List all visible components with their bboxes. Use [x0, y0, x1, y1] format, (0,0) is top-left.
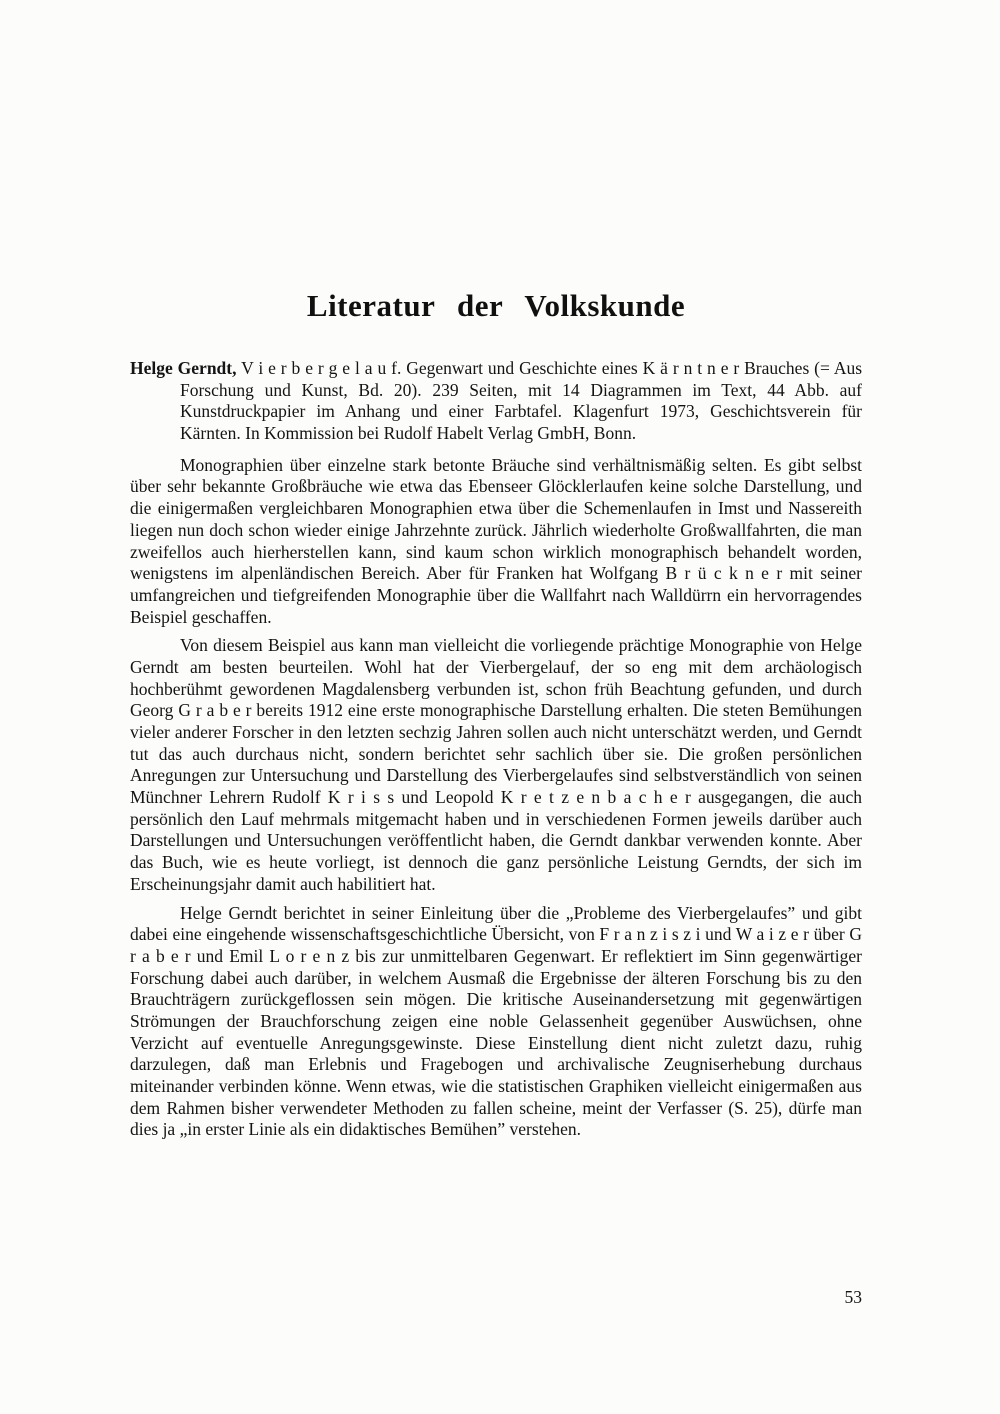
page-title: Literatur der Volkskunde	[306, 288, 686, 323]
bibliography-details: V i e r b e r g e l a u f. Gegenwart und Geschichte eines K ä r n t n e r Brauches (= Aus Forschung und Kunst, Bd. 20). 239 Seiten, mit 14 Diagrammen im Text, 44 Abb. auf Kunstdruckpapier im Anhang und einer Farbtafel. Klagenfurt 1973, Geschichtsverein für Kärnten. In Kommission bei Rudolf Habelt Verlag GmbH, Bonn.	[180, 358, 863, 444]
page-number: 53	[844, 1287, 862, 1307]
bibliography-entry	[130, 358, 862, 445]
text-block	[130, 0, 862, 1141]
body-paragraph: Von diesem Beispiel aus kann man vielleicht die vorliegende prächtige Monographie von Helge Gerndt am besten beurteilen. Wohl hat der Vierbergelauf, der so eng mit dem archäologisch hochberühmt gewordenen Magdalensberg verbunden ist, schon früh Beachtung gefunden, und durch Georg G r a b e r bereits 1912 eine erste monographische Darstellung erhalten. Die steten Bemühungen vieler anderer Forscher in den letzten sechzig Jahren sollen auch nicht unterschätzt werden, und Gerndt tut das auch durchaus nicht, sondern berichtet sehr sachlich über sie. Die großen persönlichen Anregungen zur Untersuchung und Darstellung des Vierbergelaufes sind selbstverständlich von seinen Münchner Lehrern Rudolf K r i s s und Leopold K r e t z e n b a c h e r ausgegangen, die auch persönlich den Lauf mehrmals mitgemacht haben und in verschiedenen Formen jeweils darüber auch Darstellungen und Untersuchungen veröffentlicht haben, die Gerndt dankbar verwenden konnte. Aber das Buch, wie es heute vorliegt, ist dennoch die ganz persönliche Leistung Gerndts, der sich im Erscheinungsjahr damit auch habilitiert hat.	[130, 635, 862, 894]
body-paragraph: Monographien über einzelne stark betonte Bräuche sind verhältnismäßig selten. Es gibt selbst über sehr bekannte Großbräuche wie etwa das Ebenseer Glöcklerlaufen keine solche Darstellung, und die einigermaßen vergleichbaren Monographien etwa über die Schemenlaufen in Imst und Nassereith liegen nun doch schon wieder einige Jahrzehnte zurück. Jährlich wiederholte Großwallfahrten, die man zweifellos auch hierherstellen kann, sind kaum schon wirklich monographisch behandelt worden, wenigstens im alpenländischen Bereich. Aber für Franken hat Wolfgang B r ü c k n e r mit seiner umfangreichen und tiefgreifenden Monographie über die Wallfahrt nach Walldürrn ein hervorragendes Beispiel geschaffen.	[130, 454, 862, 627]
body-paragraph: Helge Gerndt berichtet in seiner Einleitung über die „Probleme des Vierbergelaufes” und gibt dabei eine eingehende wissenschaftsgeschichtliche Übersicht, von F r a n z i s z i und W a i z e r über G r a b e r und Emil L o r e n z bis zur unmittelbaren Gegenwart. Er reflektiert im Sinn gegenwärtiger Forschung dabei auch darüber, in welchem Ausmaß die Ergebnisse der älteren Forschung bis zu den Brauchträgern zurückgeflossen sein mögen. Die kritische Auseinandersetzung mit gegenwärtigen Strömungen der Brauchforschung zeigen eine noble Gelassenheit gegenüber Auswüchsen, ohne Verzicht auf eventuelle Anregungsgewinste. Diese Einstellung dient nicht zuletzt dazu, ruhig darzulegen, daß man Erlebnis und Fragebogen und archivalische Zeugniserhebung durchaus miteinander verbinden könne. Wenn etwas, wie die statistischen Graphiken vielleicht einigermaßen aus dem Rahmen bisher verwendeter Methoden zu fallen scheine, meint der Verfasser (S. 25), dürfe man dies ja „in erster Linie als ein didaktisches Bemühen” verstehen.	[130, 902, 862, 1140]
bibliography-author: Helge Gerndt,	[130, 358, 237, 378]
